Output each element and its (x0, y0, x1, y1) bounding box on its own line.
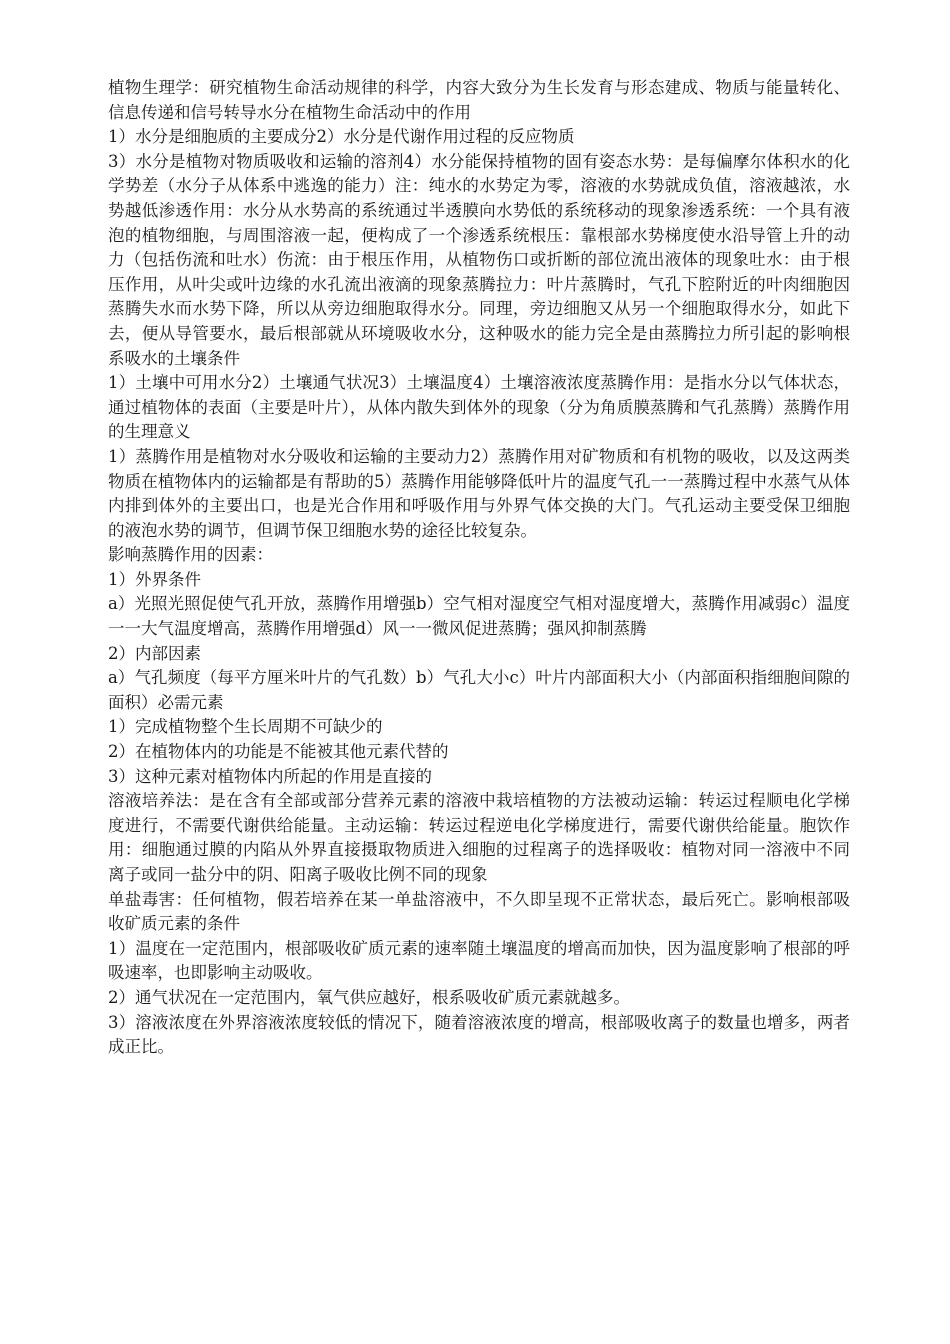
paragraph-solution-culture: 溶液培养法：是在含有全部或部分营养元素的溶液中栽培植物的方法被动运输：转运过程顺电化学梯度进行，不需要代谢供给能量。主动运输：转运过程逆电化学梯度进行，需要代谢供给能量。胞饮作用：细胞通过膜的内陷从外界直接摄取物质进入细胞的过程离子的选择吸收：植物对同一溶液中不同离子或同一盐分中的阴、阳离子吸收比例不同的现象 (108, 791, 850, 884)
paragraph-transpiration-significance: 1）蒸腾作用是植物对水分吸收和运输的主要动力2）蒸腾作用对矿物质和有机物的吸收，以及这两类物质在植物体内的运输都是有帮助的5）蒸腾作用能够降低叶片的温度气孔一一蒸腾过程中水蒸气从体内排到体外的主要出口，也是光合作用和呼吸作用与外界气体交换的大门。气孔运动主要受保卫细胞的液泡水势的调节，但调节保卫细胞水势的途径比较复杂。 (108, 446, 850, 540)
paragraph-water-potential: 3）水分是植物对物质吸收和运输的溶剂4）水分能保持植物的固有姿态水势：是每偏摩尔体积水的化学势差（水分子从体系中逃逸的能力）注：纯水的水势定为零，溶液的水势就成负值，溶液越浓，水势越低渗透作用：水分从水势高的系统通过半透膜向水势低的系统移动的现象渗透系统：一个具有液泡的植物细胞，与周围溶液一起，便构成了一个渗透系统根压：靠根部水势梯度使水沿导管上升的动力（包括伤流和吐水）伤流：由于根压作用，从植物伤口或折断的部位流出液体的现象吐水：由于根压作用，从叶尖或叶边缘的水孔流出液滴的现象蒸腾拉力：叶片蒸腾时，气孔下腔附近的叶肉细胞因蒸腾失水而水势下降，所以从旁边细胞取得水分。同理，旁边细胞又从另一个细胞取得水分，如此下去，便从导管要水，最后根部就从环境吸收水分，这种吸水的能力完全是由蒸腾拉力所引起的影响根系吸水的土壤条件 (108, 151, 850, 368)
paragraph-soil-conditions: 1）土壤中可用水分2）土壤通气状况3）土壤温度4）土壤溶液浓度蒸腾作用：是指水分以气体状态，通过植物体的表面（主要是叶片），从体内散失到体外的现象（分为角质膜蒸腾和气孔蒸腾）蒸腾作用的生理意义 (108, 373, 850, 442)
paragraph-internal-factors-heading: 2）内部因素 (108, 643, 201, 663)
paragraph-external-conditions: 1）外界条件 (108, 569, 201, 589)
paragraph-external-factors: a）光照光照促使气孔开放，蒸腾作用增强b）空气相对湿度空气相对湿度增大，蒸腾作用减弱c）温度一一大气温度增高，蒸腾作用增强d）风一一微风促进蒸腾；强风抑制蒸腾 (108, 594, 850, 639)
paragraph-temperature: 1）温度在一定范围内，根部吸收矿质元素的速率随土壤温度的增高而加快，因为温度影响了根部的呼吸速率，也即影响主动吸收。 (108, 938, 850, 983)
document-body (108, 76, 850, 1060)
paragraph-intro: 植物生理学：研究植物生命活动规律的科学，内容大致分为生长发育与形态建成、物质与能量转化、信息传递和信号转导水分在植物生命活动中的作用 (108, 78, 850, 122)
paragraph-essential-element-2: 2）在植物体内的功能是不能被其他元素代替的 (108, 742, 449, 762)
paragraph-internal-factors: a）气孔频度（每平方厘米叶片的气孔数）b）气孔大小c）叶片内部面积大小（内部面积指细胞间隙的面积）必需元素 (108, 668, 850, 712)
paragraph-solution-concentration: 3）溶液浓度在外界溶液浓度较低的情况下，随着溶液浓度的增高，根部吸收离子的数量也增多，两者成正比。 (108, 1012, 850, 1057)
paragraph-water-role-1-2: 1）水分是细胞质的主要成分2）水分是代谢作用过程的反应物质 (108, 127, 575, 147)
paragraph-essential-element-1: 1）完成植物整个生长周期不可缺少的 (108, 717, 383, 737)
paragraph-single-salt-toxicity: 单盐毒害：任何植物，假若培养在某一单盐溶液中，不久即呈现不正常状态，最后死亡。影响根部吸收矿质元素的条件 (108, 889, 850, 934)
paragraph-essential-element-3: 3）这种元素对植物体内所起的作用是直接的 (108, 766, 432, 786)
paragraph-aeration: 2）通气状况在一定范围内，氧气供应越好，根系吸收矿质元素就越多。 (108, 987, 630, 1007)
paragraph-transpiration-factors-heading: 影响蒸腾作用的因素： (108, 545, 273, 565)
